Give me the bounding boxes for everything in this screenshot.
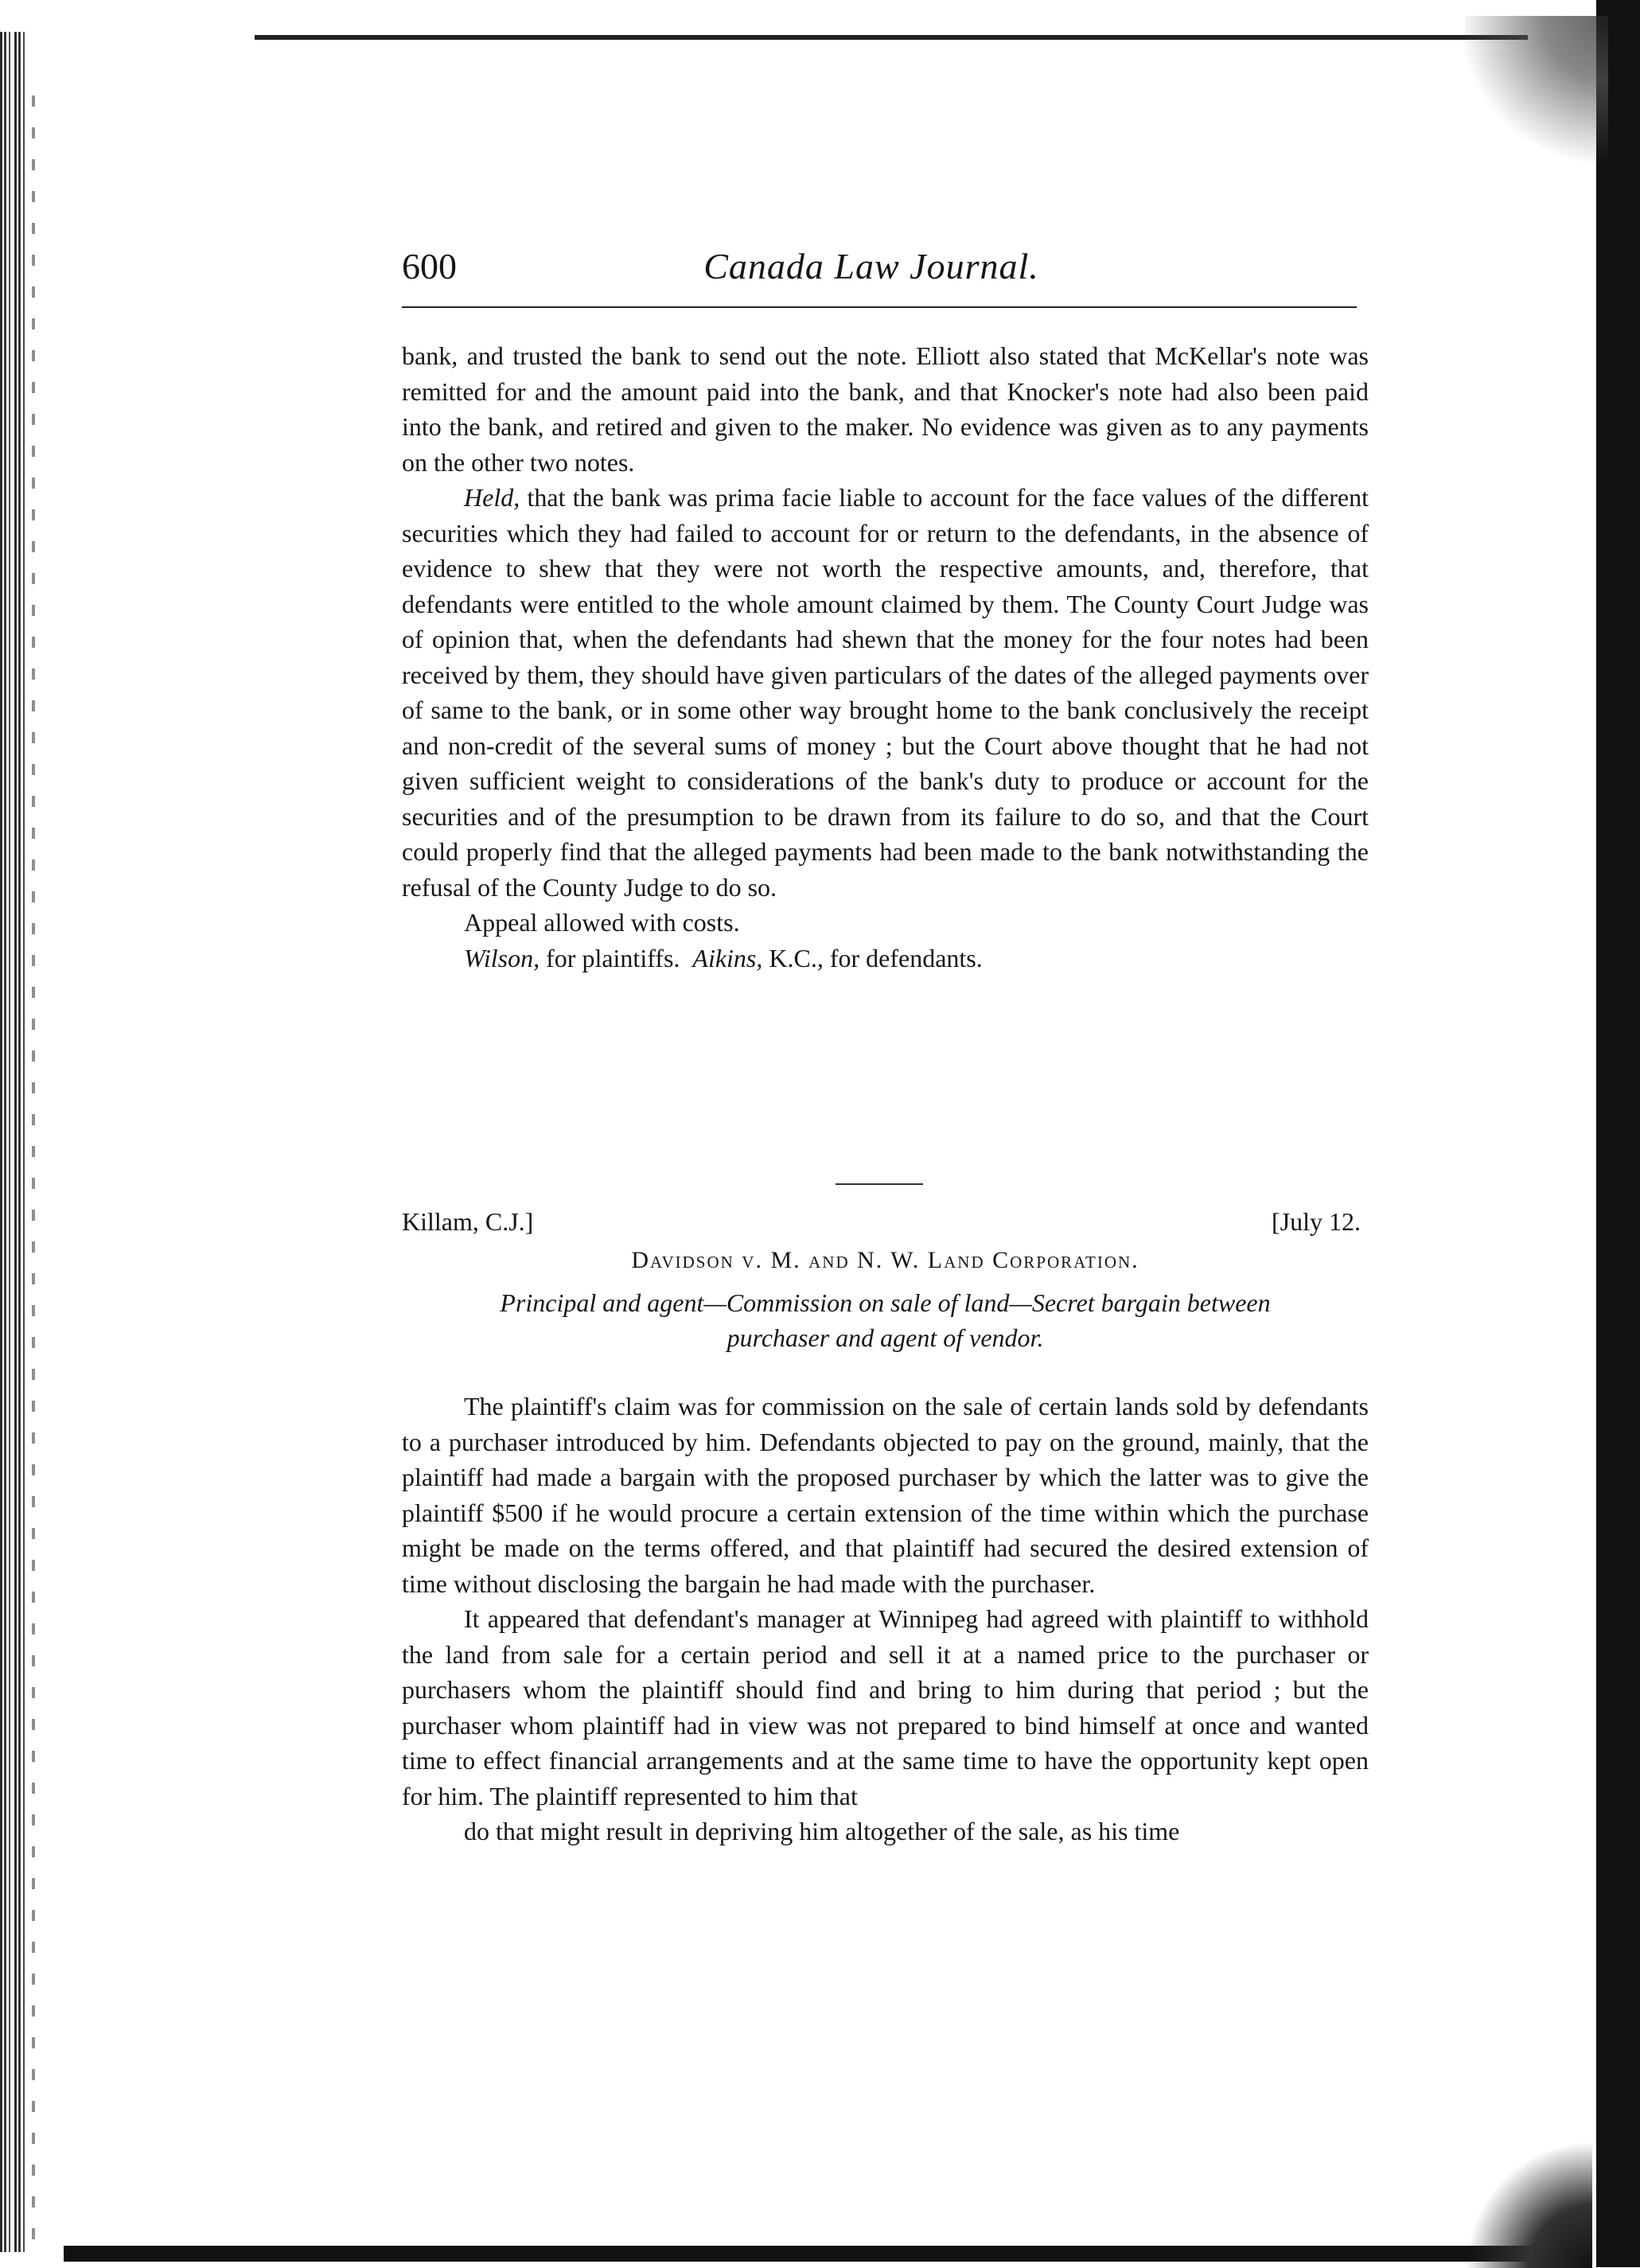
case1-counsel: [402, 941, 1369, 976]
headnote-line-2: purchaser and agent of vendor.: [727, 1323, 1044, 1352]
journal-page: [402, 0, 1369, 2267]
case1-paragraph-2: [402, 480, 1369, 905]
case1-result: Appeal allowed with costs.: [464, 908, 740, 937]
case2-date: [July 12.: [1272, 1207, 1361, 1236]
case2-paragraph-1: The plaintiff's claim was for commission on the sale of certain lands sold by defendants to a purchaser introduced by him. Defendants objected to pay on the ground, mainly, that the plaintiff had made a bargain with the proposed purchaser by which the latter was to give the plaintiff $500 if he would procure a certain extension of the time within which the purchase might be made on the terms offered, and that plaintiff had secured the desired extension of time without disclosing the bargain he had made with the purchaser.: [402, 1392, 1369, 1598]
counsel-plaintiff-name: Wilson,: [464, 943, 540, 972]
scan-edge-left: [0, 32, 27, 2252]
held-label: Held,: [464, 483, 520, 512]
case2-title: Davidson v. M. and N. W. Land Corporation.: [631, 1247, 1139, 1273]
scan-edge-bottom-right: [1465, 2141, 1592, 2268]
case2-paragraph-2: It appeared that defendant's manager at Winnipeg had agreed with plaintiff to withhold the land from sale for a certain period and sell it at a named price to the purchaser or purchasers whom the plaintiff should find and bring to him during that period ; but the purchaser whom plaintiff had in view was not prepared to bind himself at once and wanted time to effect financial arrangements and at the same time to have the opportunity kept open for him. The plaintiff represented to him that: [402, 1604, 1369, 1810]
case1-text: [402, 338, 1369, 976]
case2-text: [402, 1389, 1369, 1849]
counsel-defendant-name: Aikins,: [692, 943, 763, 972]
case2-judge: Killam, C.J.]: [402, 1207, 534, 1236]
journal-title: Canada Law Journal.: [703, 246, 1039, 286]
headnote-line-1: Principal and agent—Commission on sale of land—Secret bargain between: [500, 1288, 1271, 1317]
scan-edge-right-corner: [1465, 16, 1608, 175]
counsel-defendant-role: K.C., for defendants.: [769, 943, 983, 972]
page-number: 600: [402, 246, 457, 286]
scan-edge-right: [1521, 0, 1640, 2267]
header-rule: [402, 306, 1357, 308]
case-separator: [836, 1183, 923, 1185]
case2-paragraph-3: do that might result in depriving him altogether of the sale, as his time: [464, 1817, 1180, 1845]
scan-edge-left-inner: [32, 95, 35, 2244]
case2-judge-date-line: [402, 1202, 1369, 1241]
counsel-plaintiff-role: for plaintiffs.: [546, 943, 680, 972]
case2-headnote: [402, 1285, 1369, 1355]
case1-paragraph-1: bank, and trusted the bank to send out the note. Elliott also stated that McKellar's note was remitted for and the amount paid into the bank, and that Knocker's note had also been paid into the bank, and retired and given to the maker. No evidence was given as to any payments on the other two notes.: [402, 341, 1369, 477]
held-text: that the bank was prima facie liable to account for the face values of the different securities which they had failed to account for or return to the defendants, in the absence of evidence to shew that they were not worth the respective amounts, and, therefore, that defendants were entitled to the whole amount claimed by them. The County Court Judge was of opinion that, when the defendants had shewn that the money for the four notes had been received by them, they should have given particulars of the dates of the alleged payments over of same to the bank, or in some other way brought home to the bank conclusively the receipt and non-credit of the several sums of money ; but the Court above thought that he had not given sufficient weight to considerations of the bank's duty to produce or account for the securities and of the presumption to be drawn from its failure to do so, and that the Court could properly find that the alleged payments had been made to the bank notwithstanding the refusal of the County Judge to do so.: [402, 483, 1369, 902]
page-header: [402, 243, 1369, 290]
